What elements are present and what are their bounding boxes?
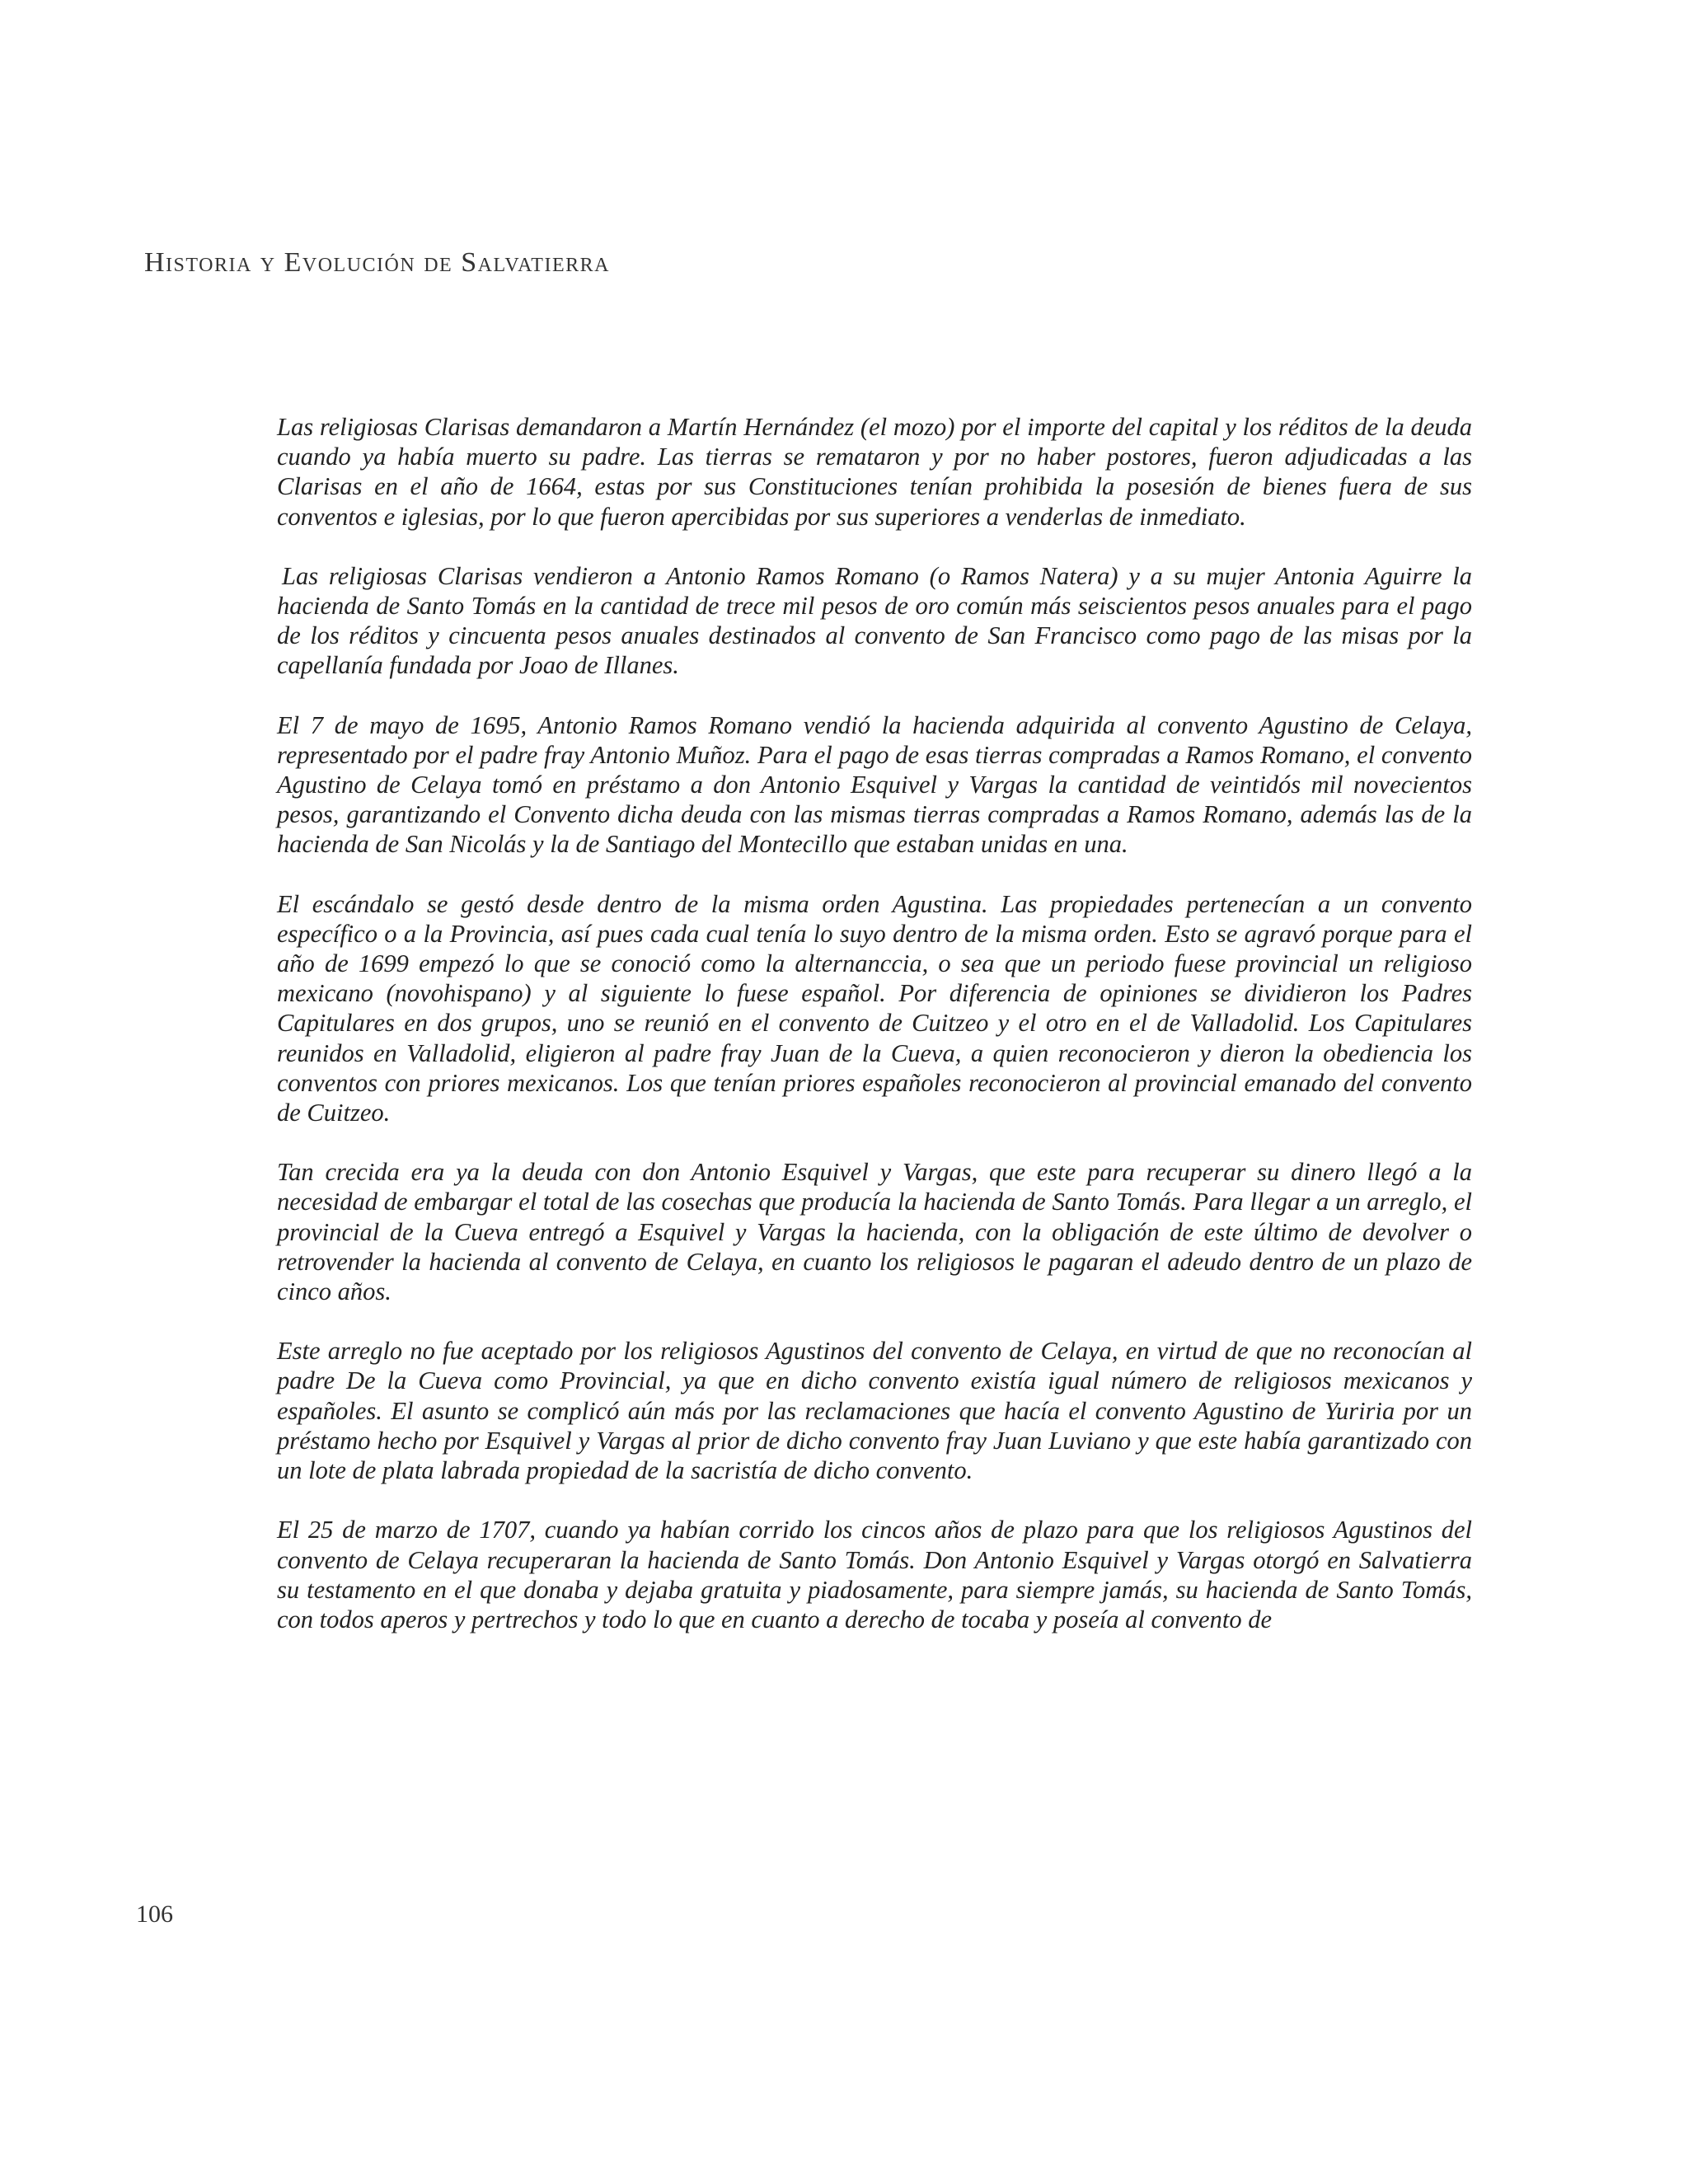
paragraph-3: El 7 de mayo de 1695, Antonio Ramos Romano vendió la hacienda adquirida al convento Agustino de Celaya, representado por el padre fray Antonio Muñoz. Para el pago de esas tierras compradas a Ramos Romano, el convento Agustino de Celaya tomó en préstamo a don Antonio Esquivel y Vargas la cantidad de veintidós mil novecientos pesos, garantizando el Convento dicha deuda con las mismas tierras compradas a Ramos Romano, además las de la hacienda de San Nicolás y la de Santiago del Montecillo que estaban unidas en una. [277, 710, 1472, 859]
paragraph-5: Tan crecida era ya la deuda con don Antonio Esquivel y Vargas, que este para recuperar su dinero llegó a la necesidad de embargar el total de las cosechas que producía la hacienda de Santo Tomás. Para llegar a un arreglo, el provincial de la Cueva entregó a Esquivel y Vargas la hacienda, con la obligación de este último de devolver o retrovender la hacienda al convento de Celaya, en cuanto los religiosos le pagaran el adeudo dentro de un plazo de cinco años. [277, 1158, 1472, 1306]
paragraph-2: Las religiosas Clarisas vendieron a Antonio Ramos Romano (o Ramos Natera) y a su mujer Antonia Aguirre la hacienda de Santo Tomás en la cantidad de trece mil pesos de oro común más seiscientos pesos anuales para el pago de los réditos y cincuenta pesos anuales destinados al convento de San Francisco como pago de las misas por la capellanía fundada por Joao de Illanes. [277, 561, 1472, 680]
paragraph-7: El 25 de marzo de 1707, cuando ya habían corrido los cincos años de plazo para que los religiosos Agustinos del convento de Celaya recuperaran la hacienda de Santo Tomás. Don Antonio Esquivel y Vargas otorgó en Salvatierra su testamento en el que donaba y dejaba gratuita y piadosamente, para siempre jamás, su hacienda de Santo Tomás, con todos aperos y pertrechos y todo lo que en cuanto a derecho de tocaba y poseía al convento de [277, 1516, 1472, 1633]
page-number: 106 [136, 1900, 173, 1928]
running-header: Historia y Evolución de Salvatierra [144, 247, 610, 278]
paragraph-1: Las religiosas Clarisas demandaron a Martín Hernández (el mozo) por el importe del capital y los réditos de la deuda cuando ya había muerto su padre. Las tierras se remataron y por no haber postores, fueron adjudicadas a las Clarisas en el año de 1664, estas por sus Constituciones tenían prohibida la posesión de bienes fuera de sus conventos e iglesias, por lo que fueron apercibidas por sus superiores a venderlas de inmediato. [277, 413, 1472, 531]
paragraph-4: El escándalo se gestó desde dentro de la misma orden Agustina. Las propiedades pertenecían a un convento específico o a la Provincia, así pues cada cual tenía lo suyo dentro de la misma orden. Esto se agravó porque para el año de 1699 empezó lo que se conoció como la alternanccia, o sea que un periodo fuese provincial un religioso mexicano (novohispano) y al siguiente lo fuese español. Por diferencia de opiniones se dividieron los Padres Capitulares en dos grupos, uno se reunió en el convento de Cuitzeo y el otro en el de Valladolid. Los Capitulares reunidos en Valladolid, eligieron al padre fray Juan de la Cueva, a quien reconocieron y dieron la obediencia los conventos con priores mexicanos. Los que tenían priores españoles reconocieron al provincial emanado del convento de Cuitzeo. [277, 889, 1472, 1127]
paragraph-6: Este arreglo no fue aceptado por los religiosos Agustinos del convento de Celaya, en virtud de que no reconocían al padre De la Cueva como Provincial, ya que en dicho convento existía igual número de religiosos mexicanos y españoles. El asunto se complicó aún más por las reclamaciones que hacía el convento Agustino de Yuriria por un préstamo hecho por Esquivel y Vargas al prior de dicho convento fray Juan Luviano y que este había garantizado con un lote de plata labrada propiedad de la sacristía de dicho convento. [277, 1337, 1472, 1485]
body-text [277, 412, 1472, 1664]
